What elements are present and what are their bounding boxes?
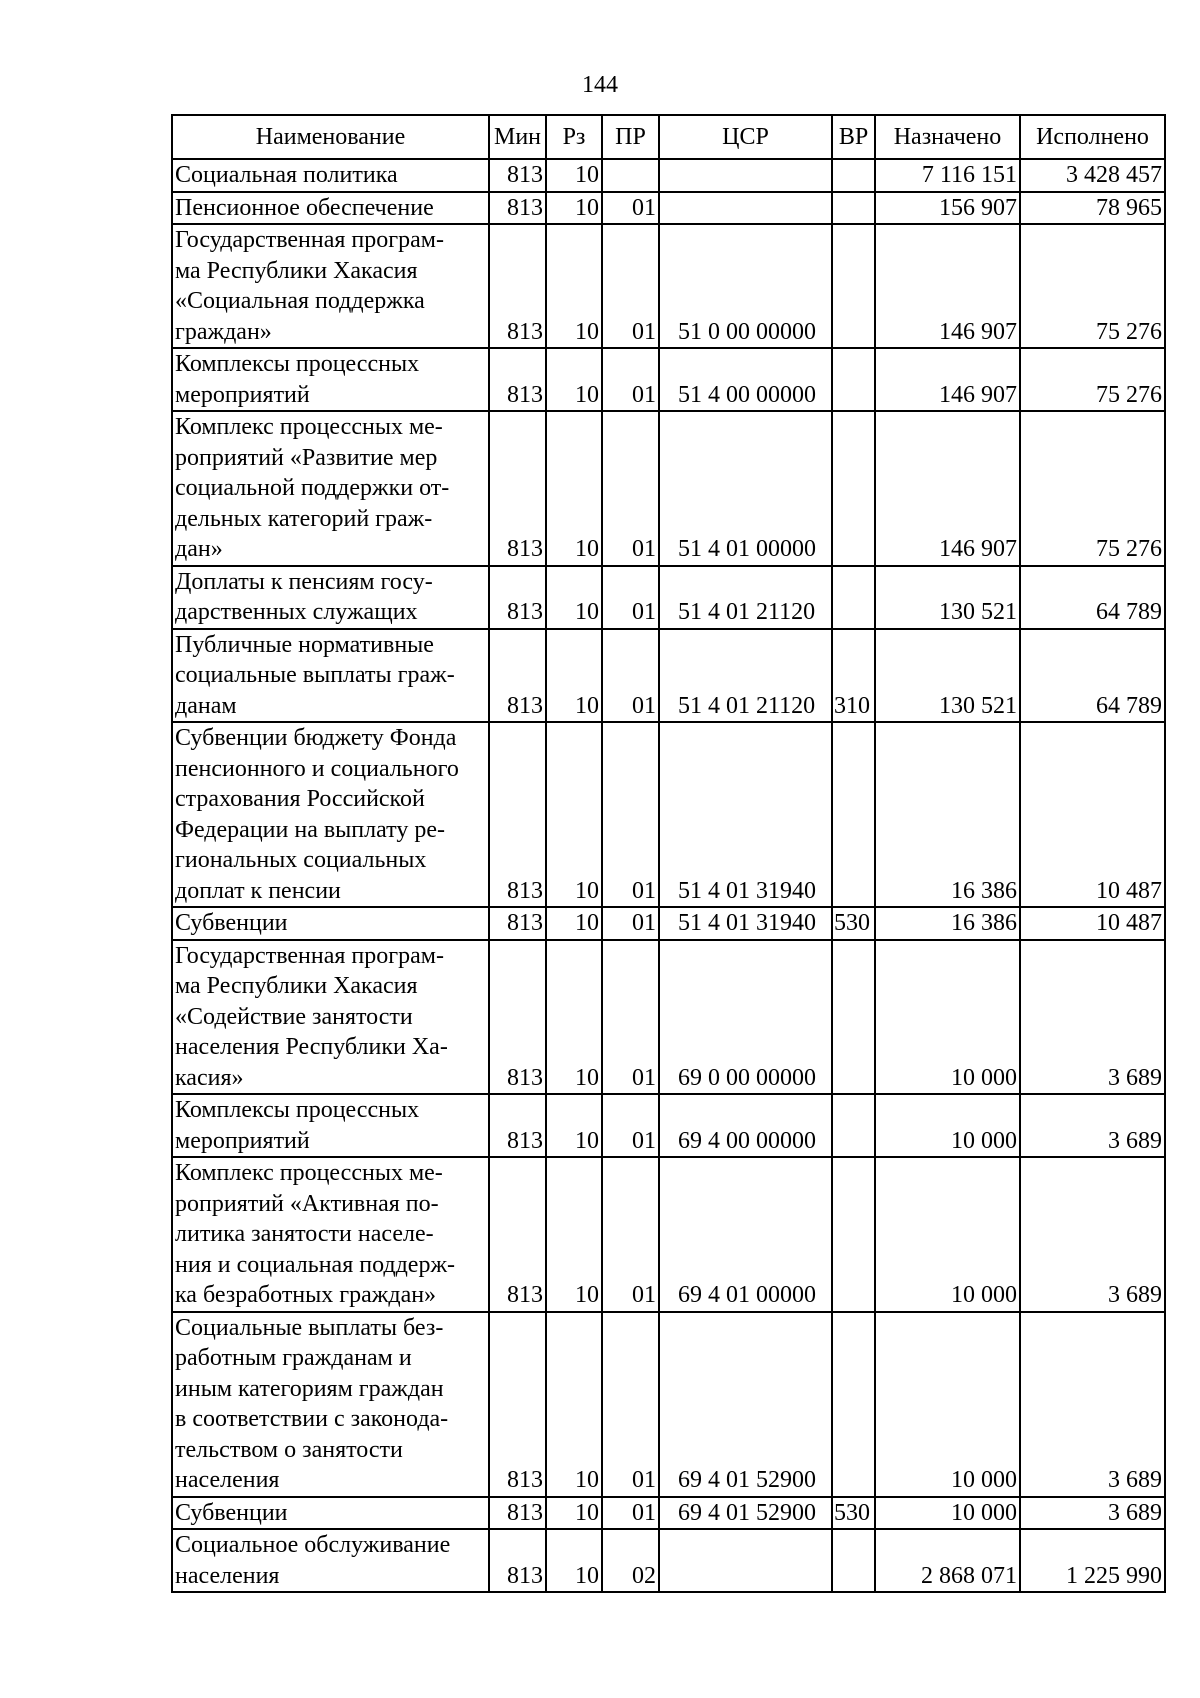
row-vr: 530 — [832, 907, 875, 940]
row-min: 813 — [489, 1312, 546, 1497]
row-executed: 64 789 — [1020, 566, 1165, 629]
row-vr — [832, 1312, 875, 1497]
row-name-line: мероприятий — [175, 381, 310, 408]
row-assigned: 130 521 — [875, 566, 1020, 629]
row-executed: 3 689 — [1020, 1094, 1165, 1157]
row-name-line: Комплексы процессных — [175, 1097, 420, 1123]
row-name-line: мероприятий — [175, 1127, 310, 1154]
header-csr: ЦСР — [659, 115, 832, 159]
row-name-line: граждан» — [175, 318, 272, 345]
row-assigned: 16 386 — [875, 722, 1020, 907]
row-assigned: 146 907 — [875, 348, 1020, 411]
row-name-line: Комплекс процессных ме- — [175, 414, 443, 440]
row-min: 813 — [489, 1157, 546, 1312]
row-pr — [602, 159, 659, 192]
row-rz: 10 — [546, 907, 602, 940]
row-executed: 3 689 — [1020, 1312, 1165, 1497]
row-name-line: Государственная програм- — [175, 942, 444, 969]
row-assigned: 146 907 — [875, 411, 1020, 566]
row-vr: 310 — [832, 629, 875, 723]
row-name — [172, 940, 489, 1095]
row-vr — [832, 566, 875, 629]
row-min: 813 — [489, 722, 546, 907]
table-row — [172, 1312, 1165, 1497]
row-min: 813 — [489, 348, 546, 411]
budget-table — [171, 114, 1166, 1593]
row-name — [172, 1497, 489, 1530]
row-executed: 3 689 — [1020, 1497, 1165, 1530]
row-name-line: дарственных служащих — [175, 599, 418, 625]
row-min: 813 — [489, 566, 546, 629]
row-name — [172, 1312, 489, 1497]
row-min: 813 — [489, 907, 546, 940]
row-name-line: дельных категорий граж- — [175, 505, 433, 532]
row-vr — [832, 224, 875, 348]
row-assigned: 10 000 — [875, 1497, 1020, 1530]
header-min: Мин — [489, 115, 546, 159]
row-csr: 69 0 00 00000 — [659, 940, 832, 1095]
row-csr: 69 4 00 00000 — [659, 1094, 832, 1157]
row-pr: 01 — [602, 907, 659, 940]
row-min: 813 — [489, 1094, 546, 1157]
row-name-line: Доплаты к пенсиям госу- — [175, 568, 433, 595]
row-pr: 01 — [602, 940, 659, 1095]
row-pr: 02 — [602, 1529, 659, 1592]
row-rz: 10 — [546, 411, 602, 566]
row-pr: 01 — [602, 224, 659, 348]
row-name — [172, 722, 489, 907]
row-name-line: ния и социальная поддерж- — [175, 1251, 456, 1278]
row-rz: 10 — [546, 348, 602, 411]
header-vr: ВР — [832, 115, 875, 159]
row-executed: 75 276 — [1020, 411, 1165, 566]
row-rz: 10 — [546, 224, 602, 348]
row-assigned: 2 868 071 — [875, 1529, 1020, 1592]
row-executed: 1 225 990 — [1020, 1529, 1165, 1592]
table-row — [172, 1157, 1165, 1312]
row-executed: 3 428 457 — [1020, 159, 1165, 192]
row-name-line: страхования Российской — [175, 786, 425, 812]
row-name — [172, 566, 489, 629]
row-rz: 10 — [546, 722, 602, 907]
row-name — [172, 1094, 489, 1157]
row-rz: 10 — [546, 1529, 602, 1592]
row-name-line: Государственная програм- — [175, 227, 444, 253]
row-csr — [659, 159, 832, 192]
header-assigned: Назначено — [875, 115, 1020, 159]
row-csr: 51 4 01 00000 — [659, 411, 832, 566]
row-name-line: «Содействие занятости — [175, 1003, 413, 1030]
row-rz: 10 — [546, 940, 602, 1095]
row-name — [172, 411, 489, 566]
row-pr: 01 — [602, 192, 659, 225]
row-vr — [832, 192, 875, 225]
row-executed: 10 487 — [1020, 722, 1165, 907]
row-pr: 01 — [602, 1094, 659, 1157]
row-min: 813 — [489, 192, 546, 225]
row-name-line: ма Республики Хакасия — [175, 973, 418, 999]
row-csr: 51 4 01 31940 — [659, 907, 832, 940]
row-name-line: социальные выплаты граж- — [175, 662, 455, 688]
row-vr — [832, 1529, 875, 1592]
row-vr — [832, 940, 875, 1095]
row-csr: 51 4 00 00000 — [659, 348, 832, 411]
row-vr — [832, 722, 875, 907]
table-row — [172, 348, 1165, 411]
row-name-line: тельством о занятости — [175, 1436, 403, 1463]
row-vr: 530 — [832, 1497, 875, 1530]
row-pr: 01 — [602, 629, 659, 723]
row-executed: 75 276 — [1020, 224, 1165, 348]
table-row — [172, 629, 1165, 723]
row-name — [172, 348, 489, 411]
table-row — [172, 907, 1165, 940]
row-name-line: касия» — [175, 1064, 244, 1091]
row-executed: 75 276 — [1020, 348, 1165, 411]
row-executed: 10 487 — [1020, 907, 1165, 940]
row-name-line: Федерации на выплату ре- — [175, 816, 445, 843]
row-name-line: Социальная политика — [175, 162, 398, 188]
row-rz: 10 — [546, 192, 602, 225]
table-header — [172, 115, 1165, 159]
row-name-line: Субвенции — [175, 910, 288, 936]
table-row — [172, 159, 1165, 192]
row-min: 813 — [489, 159, 546, 192]
row-name-line: работным гражданам и — [175, 1345, 412, 1371]
row-pr: 01 — [602, 1497, 659, 1530]
row-assigned: 10 000 — [875, 1312, 1020, 1497]
table-row — [172, 1094, 1165, 1157]
table-row — [172, 1497, 1165, 1530]
row-pr: 01 — [602, 566, 659, 629]
row-csr: 69 4 01 52900 — [659, 1312, 832, 1497]
page-number: 144 — [582, 72, 618, 98]
table-body — [172, 159, 1165, 1592]
row-executed: 78 965 — [1020, 192, 1165, 225]
row-name-line: иным категориям граждан — [175, 1375, 444, 1402]
row-name-line: Комплексы процессных — [175, 351, 420, 377]
row-min: 813 — [489, 1497, 546, 1530]
row-executed: 64 789 — [1020, 629, 1165, 723]
row-assigned: 156 907 — [875, 192, 1020, 225]
row-name-line: доплат к пенсии — [175, 877, 341, 904]
row-rz: 10 — [546, 629, 602, 723]
row-name-line: социальной поддержки от- — [175, 475, 450, 501]
row-name-line: Социальное обслуживание — [175, 1532, 451, 1558]
row-pr: 01 — [602, 1312, 659, 1497]
row-name-line: роприятий «Активная по- — [175, 1190, 439, 1217]
row-csr — [659, 192, 832, 225]
row-name-line: дан» — [175, 536, 223, 562]
row-name-line: ка безработных граждан» — [175, 1282, 437, 1308]
row-name — [172, 907, 489, 940]
row-name-line: Публичные нормативные — [175, 631, 434, 658]
row-name-line: Пенсионное обеспечение — [175, 194, 434, 221]
row-csr: 51 0 00 00000 — [659, 224, 832, 348]
row-name-line: населения — [175, 1467, 280, 1493]
row-name — [172, 159, 489, 192]
row-assigned: 7 116 151 — [875, 159, 1020, 192]
row-pr: 01 — [602, 411, 659, 566]
row-executed: 3 689 — [1020, 1157, 1165, 1312]
row-name-line: ма Республики Хакасия — [175, 257, 418, 284]
row-rz: 10 — [546, 159, 602, 192]
row-csr: 51 4 01 21120 — [659, 629, 832, 723]
header-row — [172, 115, 1165, 159]
header-pr: ПР — [602, 115, 659, 159]
table-row — [172, 566, 1165, 629]
row-name-line: роприятий «Развитие мер — [175, 444, 438, 471]
row-min: 813 — [489, 224, 546, 348]
table-row — [172, 722, 1165, 907]
row-rz: 10 — [546, 1157, 602, 1312]
row-name-line: литика занятости населе- — [175, 1221, 434, 1247]
row-name-line: «Социальная поддержка — [175, 288, 425, 314]
table-row — [172, 224, 1165, 348]
table-row — [172, 940, 1165, 1095]
row-name — [172, 192, 489, 225]
header-executed: Исполнено — [1020, 115, 1165, 159]
row-assigned: 146 907 — [875, 224, 1020, 348]
header-rz: Рз — [546, 115, 602, 159]
row-pr: 01 — [602, 348, 659, 411]
row-min: 813 — [489, 411, 546, 566]
row-vr — [832, 1094, 875, 1157]
header-name: Наименование — [172, 115, 489, 159]
row-min: 813 — [489, 1529, 546, 1592]
row-executed: 3 689 — [1020, 940, 1165, 1095]
table-row — [172, 192, 1165, 225]
row-pr: 01 — [602, 722, 659, 907]
table-row — [172, 411, 1165, 566]
row-assigned: 130 521 — [875, 629, 1020, 723]
row-assigned: 16 386 — [875, 907, 1020, 940]
row-name-line: Социальные выплаты без- — [175, 1314, 444, 1341]
row-csr: 69 4 01 52900 — [659, 1497, 832, 1530]
row-name-line: Субвенции бюджету Фонда — [175, 725, 457, 751]
row-vr — [832, 411, 875, 566]
row-name — [172, 1529, 489, 1592]
row-csr: 51 4 01 31940 — [659, 722, 832, 907]
row-name-line: населения Республики Ха- — [175, 1034, 448, 1060]
row-name-line: населения — [175, 1562, 280, 1589]
row-name-line: пенсионного и социального — [175, 755, 459, 782]
row-csr — [659, 1529, 832, 1592]
row-vr — [832, 1157, 875, 1312]
row-assigned: 10 000 — [875, 1094, 1020, 1157]
row-name — [172, 1157, 489, 1312]
row-rz: 10 — [546, 1497, 602, 1530]
row-name-line: Комплекс процессных ме- — [175, 1160, 443, 1186]
row-assigned: 10 000 — [875, 940, 1020, 1095]
row-rz: 10 — [546, 1312, 602, 1497]
row-name — [172, 629, 489, 723]
row-name-line: данам — [175, 692, 237, 719]
row-name — [172, 224, 489, 348]
row-min: 813 — [489, 629, 546, 723]
table-row — [172, 1529, 1165, 1592]
row-vr — [832, 159, 875, 192]
row-pr: 01 — [602, 1157, 659, 1312]
row-name-line: Субвенции — [175, 1499, 288, 1526]
row-min: 813 — [489, 940, 546, 1095]
row-csr: 51 4 01 21120 — [659, 566, 832, 629]
row-assigned: 10 000 — [875, 1157, 1020, 1312]
row-vr — [832, 348, 875, 411]
row-rz: 10 — [546, 566, 602, 629]
row-name-line: гиональных социальных — [175, 847, 427, 873]
row-name-line: в соответствии с законода- — [175, 1406, 449, 1432]
row-csr: 69 4 01 00000 — [659, 1157, 832, 1312]
row-rz: 10 — [546, 1094, 602, 1157]
